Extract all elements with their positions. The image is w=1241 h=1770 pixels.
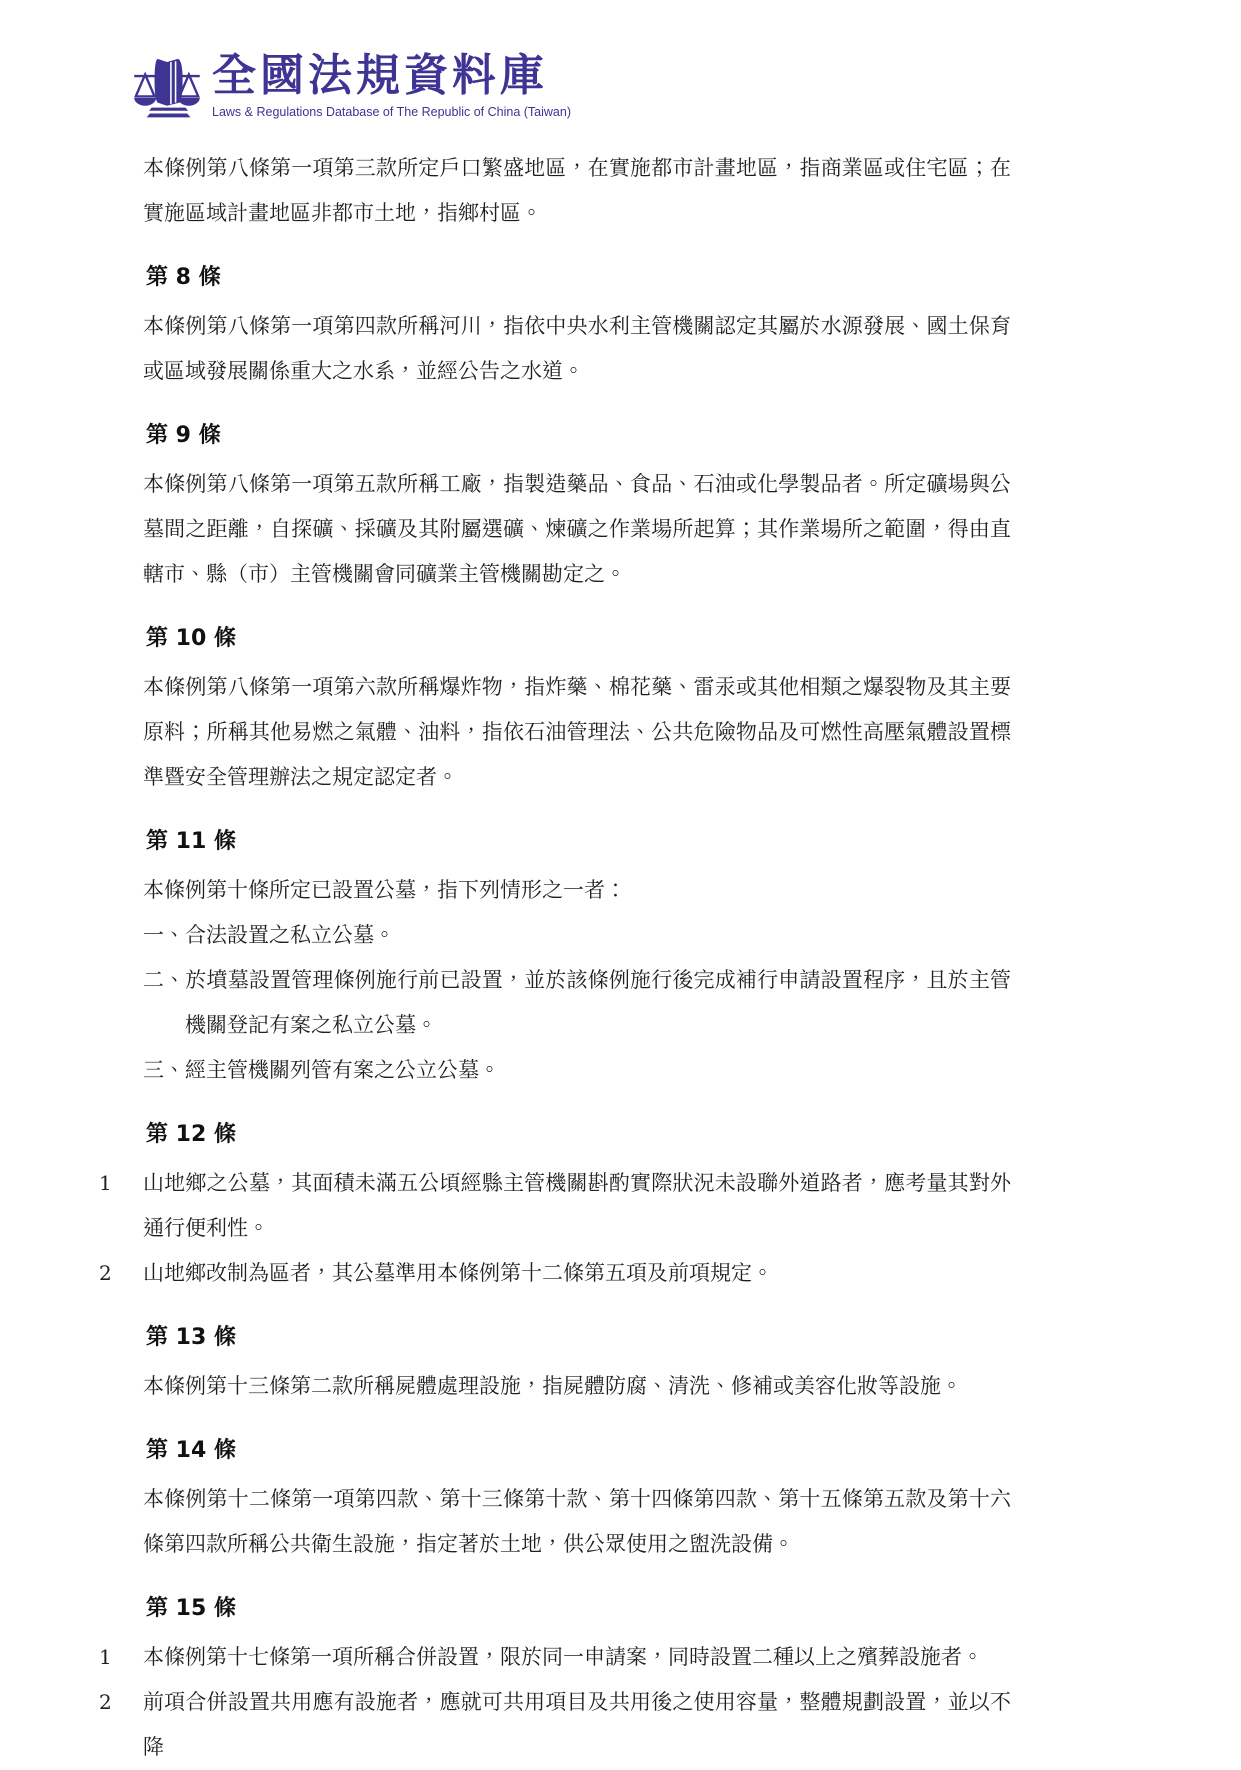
article-heading-14: 第 14 條 xyxy=(146,1438,236,1463)
paragraph: 本條例第十二條第一項第四款、第十三條第十款、第十四條第四款、第十五條第五款及第十六條第四款所稱公共衛生設施，指定著於土地，供公眾使用之盥洗設備。 xyxy=(143,1487,1011,1556)
numbered-paragraph xyxy=(99,1251,1011,1296)
site-logo xyxy=(128,48,1241,126)
paragraph: 本條例第十三條第二款所稱屍體處理設施，指屍體防腐、清洗、修補或美容化妝等設施。 xyxy=(143,1374,962,1398)
article-heading-10: 第 10 條 xyxy=(146,626,236,651)
paragraph: 本條例第八條第一項第五款所稱工廠，指製造藥品、食品、石油或化學製品者。所定礦場與公墓間之距離，自探礦、採礦及其附屬選礦、煉礦之作業場所起算；其作業場所之範圍，得由直轄市、縣（市）主管機關會同礦業主管機關勘定之。 xyxy=(143,472,1011,586)
numbered-paragraph xyxy=(99,1680,1011,1770)
paragraph: 本條例第八條第一項第三款所定戶口繁盛地區，在實施都市計畫地區，指商業區或住宅區；在實施區域計畫地區非都市土地，指鄉村區。 xyxy=(143,156,1011,225)
list-item: 三、經主管機關列管有案之公立公墓。 xyxy=(143,1058,500,1082)
paragraph: 本條例第十條所定已設置公墓，指下列情形之一者： xyxy=(143,878,626,902)
list-item: 二、於墳墓設置管理條例施行前已設置，並於該條例施行後完成補行申請設置程序，且於主管機關登記有案之私立公墓。 xyxy=(143,968,1011,1037)
logo-title: 全國法規資料庫 xyxy=(212,50,548,101)
paragraph: 山地鄉改制為區者，其公墓準用本條例第十二條第五項及前項規定。 xyxy=(143,1261,773,1285)
paragraph-number: 2 xyxy=(99,1261,112,1285)
page-header xyxy=(0,0,1241,126)
logo-subtitle: Laws & Regulations Database of The Republic of China (Taiwan) xyxy=(212,105,571,119)
paragraph: 前項合併設置共用應有設施者，應就可共用項目及共用後之使用容量，整體規劃設置，並以不降 xyxy=(143,1690,1011,1759)
paragraph-number: 1 xyxy=(99,1645,112,1669)
paragraph-number: 2 xyxy=(99,1690,112,1714)
paragraph-number: 1 xyxy=(99,1171,112,1195)
list-item: 一、合法設置之私立公墓。 xyxy=(143,923,395,947)
paragraph: 本條例第八條第一項第六款所稱爆炸物，指炸藥、棉花藥、雷汞或其他相類之爆裂物及其主要原料；所稱其他易燃之氣體、油料，指依石油管理法、公共危險物品及可燃性高壓氣體設置標準暨安全管理辦法之規定認定者。 xyxy=(143,675,1011,789)
paragraph: 本條例第十七條第一項所稱合併設置，限於同一申請案，同時設置二種以上之殯葬設施者。 xyxy=(143,1645,983,1669)
article-heading-8: 第 8 條 xyxy=(146,265,221,290)
article-heading-11: 第 11 條 xyxy=(146,829,236,854)
article-heading-12: 第 12 條 xyxy=(146,1122,236,1147)
article-heading-13: 第 13 條 xyxy=(146,1325,236,1350)
regulation-text xyxy=(99,146,1011,1770)
paragraph: 山地鄉之公墓，其面積未滿五公頃經縣主管機關斟酌實際狀況未設聯外道路者，應考量其對外通行便利性。 xyxy=(143,1171,1011,1240)
numbered-paragraph xyxy=(99,1161,1011,1251)
paragraph: 本條例第八條第一項第四款所稱河川，指依中央水利主管機關認定其屬於水源發展、國土保育或區域發展關係重大之水系，並經公告之水道。 xyxy=(143,314,1011,383)
numbered-paragraph xyxy=(99,1635,1011,1680)
article-heading-9: 第 9 條 xyxy=(146,423,221,448)
scales-book-icon xyxy=(128,48,206,126)
article-heading-15: 第 15 條 xyxy=(146,1596,236,1621)
